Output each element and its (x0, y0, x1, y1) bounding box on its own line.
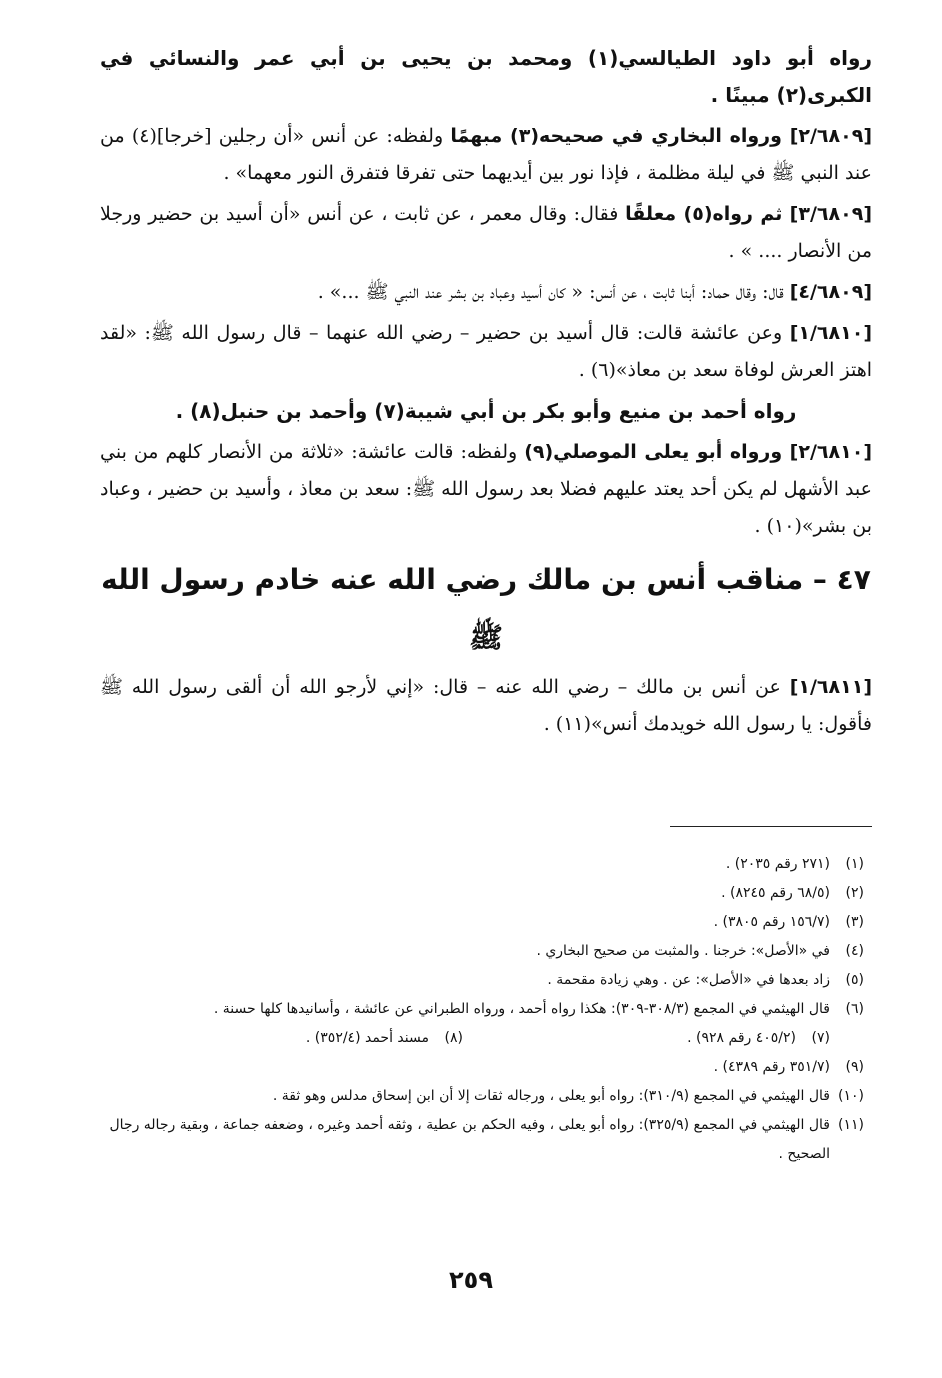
paragraph-text: وعن عائشة قالت: قال أسيد بن حضير – رضي الله عنهما – قال رسول الله ﷺ: «لقد اهتز العرش لوفاة سعد بن معاذ»(٦) . (100, 322, 872, 381)
footnote-text: زاد بعدها في «الأصل»: عن . وهي زيادة مقحمة . (547, 972, 830, 988)
footnote-number: (٩) (845, 1059, 864, 1075)
main-text (100, 40, 872, 747)
footnote (96, 937, 864, 966)
hadith-number: [٣/٦٨٠٩] ثم رواه(٥) معلقًا (625, 203, 872, 225)
footnote-number: (٨) (444, 1030, 463, 1046)
footnote-text: مسند أحمد (٣٥٢/٤) . (305, 1030, 429, 1046)
hadith-number: [٢/٦٨٠٩] ورواه البخاري في صحيحه(٣) مبهمًا (450, 125, 873, 147)
footnote-number: (٢) (845, 885, 864, 901)
footnote (96, 995, 864, 1024)
footnote-text: قال الهيثمي في المجمع (٣٠٨/٣-٣٠٩): هكذا رواه أحمد ، ورواه الطبراني عن عائشة ، وأسانيدها كلها حسنة . (213, 1001, 830, 1017)
footnote-text: في «الأصل»: خرجنا . والمثبت من صحيح البخاري . (536, 943, 830, 959)
section-heading: ٤٧ – مناقب أنس بن مالك رضي الله عنه خادم رسول الله ﷺ (101, 563, 871, 654)
paragraph (100, 118, 872, 192)
footnote (463, 1024, 830, 1053)
hadith-number: [١/٦٨١١] (789, 676, 872, 698)
footnotes (96, 850, 864, 1169)
paragraph-text: ولفظه: قالت عائشة: «ثلاثة من الأنصار كلهم من بني عبد الأشهل لم يكن أحد يعتد عليهم فضلا بعد رسول الله ﷺ: سعد بن معاذ ، وأسيد بن حضير ، وعباد بن بشر»(١٠) . (100, 441, 872, 537)
footnote-number: (١) (845, 856, 864, 872)
paragraph-text: قال: وقال حماد: أبنا ثابت ، عن أنس: « كان أسيد وعباد بن بشر عند النبي ﷺ ...» . (317, 281, 790, 303)
footnote-pair (96, 1024, 864, 1053)
footnote-number: (٦) (845, 1001, 864, 1017)
paragraph-text: رواه أبو داود الطيالسي(١) ومحمد بن يحيى بن أبي عمر والنسائي في الكبرى(٢) مبينًا . (100, 46, 872, 107)
hadith-number: [١/٦٨١٠] (789, 322, 872, 344)
footnote-text: (٤٠٥/٢ رقم ٩٢٨) . (687, 1030, 796, 1046)
footnote-number: (٥) (845, 972, 864, 988)
footnote (96, 1111, 864, 1169)
footnote-text: (٣٥١/٧ رقم ٤٣٨٩) . (713, 1059, 830, 1075)
footnote-text: (١٥٦/٧ رقم ٣٨٠٥) . (713, 914, 830, 930)
paragraph-text: فقال: وقال معمر ، عن ثابت ، عن أنس «أن أسيد بن حضير ورجلا من الأنصار .... » . (100, 203, 872, 262)
page-number: ٢٥٩ (449, 1266, 493, 1294)
paragraph (100, 196, 872, 270)
footnote (96, 908, 864, 937)
paragraph-text: عن أنس بن مالك – رضي الله عنه – قال: «إني لأرجو الله أن ألقى رسول الله ﷺ فأقول: يا رسول الله خويدمك أنس»(١١) . (100, 676, 872, 735)
footnote (96, 850, 864, 879)
footnote-text: قال الهيثمي في المجمع (٣١٠/٩): رواه أبو يعلى ، ورجاله ثقات إلا أن ابن إسحاق مدلس وهو ثقة . (272, 1088, 830, 1104)
paragraph (100, 669, 872, 743)
footnote-number: (١١) (838, 1117, 864, 1133)
footnote (96, 879, 864, 908)
footnote-text: (٢٧١ رقم ٢٠٣٥) . (725, 856, 830, 872)
footnote-number: (١٠) (838, 1088, 864, 1104)
paragraph-text: ولفظه: عن أنس «أن رجلين [خرجا](٤) من عند النبي ﷺ في ليلة مظلمة ، فإذا نور بين أيديهما حتى تفرقا فتفرق النور معهما» . (100, 125, 872, 184)
hadith-number: [٢/٦٨١٠] ورواه أبو يعلى الموصلي(٩) (524, 441, 872, 463)
footnote-number: (٧) (811, 1030, 830, 1046)
footnote-separator (670, 826, 872, 827)
footnote-text: (٦٨/٥ رقم ٨٢٤٥) . (721, 885, 830, 901)
paragraph (100, 315, 872, 389)
footnote (96, 966, 864, 995)
footnote-text: قال الهيثمي في المجمع (٣٢٥/٩): رواه أبو يعلى ، وفيه الحكم بن عطية ، وثقه أحمد وغيره ، وضعفه جماعة ، وبقية رجاله رجال الصحيح . (109, 1117, 830, 1162)
centered-line: رواه أحمد بن منيع وأبو بكر بن أبي شيبة(٧) وأحمد بن حنبل(٨) . (175, 399, 797, 423)
hadith-number: [٤/٦٨٠٩] (789, 281, 872, 303)
footnote (96, 1024, 463, 1053)
paragraph (100, 40, 872, 114)
footnote (96, 1082, 864, 1111)
footnote-number: (٣) (845, 914, 864, 930)
paragraph (100, 434, 872, 545)
paragraph (100, 274, 872, 311)
footnote (96, 1053, 864, 1082)
footnote-number: (٤) (845, 943, 864, 959)
